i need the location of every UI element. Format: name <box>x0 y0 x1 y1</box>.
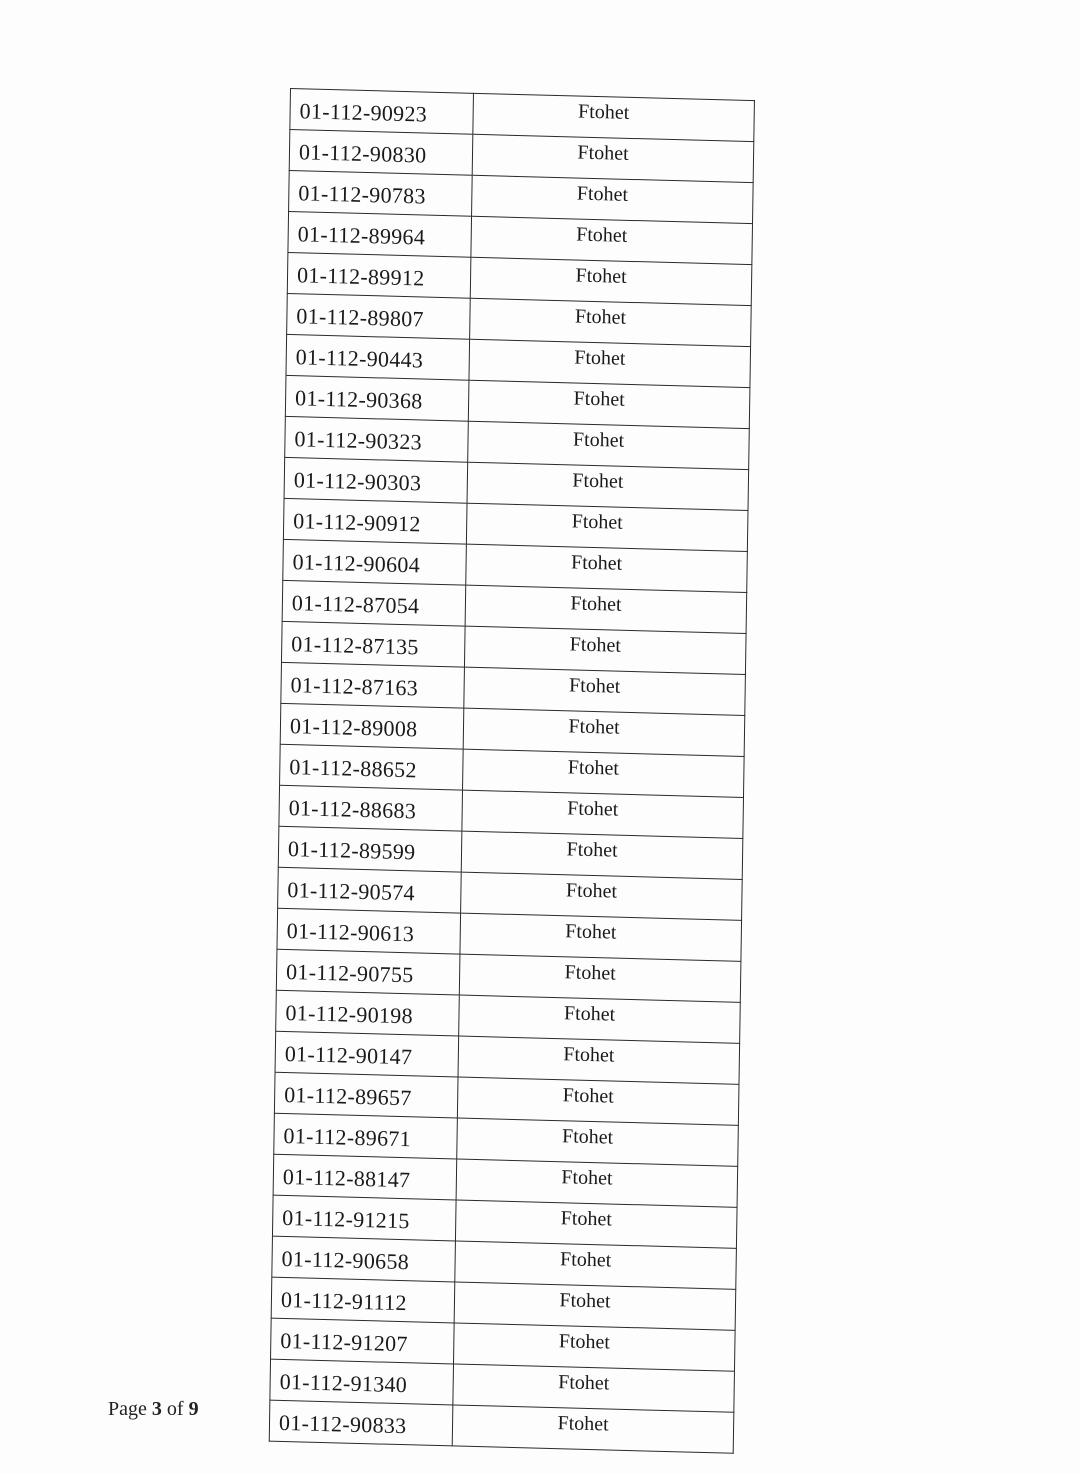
record-id-cell: 01-112-90912 <box>283 498 467 544</box>
record-status-cell: Ftohet <box>461 831 743 879</box>
record-status-cell: Ftohet <box>453 1364 735 1412</box>
record-id-cell: 01-112-88147 <box>273 1154 457 1200</box>
record-status-cell: Ftohet <box>462 790 744 838</box>
record-status-cell: Ftohet <box>464 626 746 674</box>
record-status-cell: Ftohet <box>468 421 750 469</box>
record-status-cell: Ftohet <box>461 872 743 920</box>
records-table <box>269 88 755 1454</box>
record-id-cell: 01-112-90923 <box>290 89 474 135</box>
record-id-cell: 01-112-89807 <box>287 293 471 339</box>
total-pages-number: 9 <box>188 1398 199 1420</box>
record-status-cell: Ftohet <box>455 1241 737 1289</box>
record-status-cell: Ftohet <box>457 1077 739 1125</box>
record-id-cell: 01-112-90368 <box>285 375 469 421</box>
record-status-cell: Ftohet <box>463 708 745 756</box>
current-page-number: 3 <box>151 1398 162 1420</box>
record-status-cell: Ftohet <box>471 216 753 264</box>
record-status-cell: Ftohet <box>457 1118 739 1166</box>
record-status-cell: Ftohet <box>466 544 748 592</box>
record-status-cell: Ftohet <box>458 1036 740 1084</box>
record-id-cell: 01-112-87135 <box>281 621 465 667</box>
record-id-cell: 01-112-87054 <box>282 580 466 626</box>
record-id-cell: 01-112-90443 <box>286 334 470 380</box>
record-status-cell: Ftohet <box>467 462 749 510</box>
of-word: of <box>166 1398 184 1420</box>
record-status-cell: Ftohet <box>465 585 747 633</box>
record-status-cell: Ftohet <box>456 1159 738 1207</box>
record-status-cell: Ftohet <box>460 913 742 961</box>
record-status-cell: Ftohet <box>470 257 752 305</box>
page-footer <box>108 1398 199 1421</box>
record-id-cell: 01-112-90783 <box>289 170 473 216</box>
record-status-cell: Ftohet <box>470 298 752 346</box>
record-id-cell: 01-112-90833 <box>269 1400 453 1446</box>
record-id-cell: 01-112-90303 <box>284 457 468 503</box>
record-id-cell: 01-112-90198 <box>276 990 460 1036</box>
record-status-cell: Ftohet <box>455 1200 737 1248</box>
record-id-cell: 01-112-90323 <box>285 416 469 462</box>
record-status-cell: Ftohet <box>464 667 746 715</box>
record-id-cell: 01-112-89671 <box>274 1113 458 1159</box>
record-id-cell: 01-112-90830 <box>289 130 473 176</box>
records-table-body <box>269 89 754 1454</box>
record-id-cell: 01-112-91207 <box>271 1318 455 1364</box>
record-id-cell: 01-112-89008 <box>280 703 464 749</box>
record-status-cell: Ftohet <box>459 954 741 1002</box>
record-id-cell: 01-112-90658 <box>272 1236 456 1282</box>
record-id-cell: 01-112-89964 <box>288 211 472 257</box>
record-status-cell: Ftohet <box>472 175 754 223</box>
page-word: Page <box>108 1398 147 1420</box>
records-table-wrapper <box>269 88 755 1454</box>
record-id-cell: 01-112-90574 <box>278 867 462 913</box>
record-id-cell: 01-112-90755 <box>276 949 460 995</box>
record-id-cell: 01-112-89599 <box>278 826 462 872</box>
record-status-cell: Ftohet <box>452 1405 734 1453</box>
record-status-cell: Ftohet <box>469 339 751 387</box>
record-status-cell: Ftohet <box>473 93 755 141</box>
record-id-cell: 01-112-89912 <box>287 252 471 298</box>
record-status-cell: Ftohet <box>463 749 745 797</box>
record-id-cell: 01-112-91112 <box>271 1277 455 1323</box>
record-id-cell: 01-112-91215 <box>272 1195 456 1241</box>
record-status-cell: Ftohet <box>472 134 754 182</box>
record-id-cell: 01-112-89657 <box>274 1072 458 1118</box>
record-id-cell: 01-112-90604 <box>283 539 467 585</box>
record-status-cell: Ftohet <box>454 1282 736 1330</box>
record-status-cell: Ftohet <box>466 503 748 551</box>
record-status-cell: Ftohet <box>459 995 741 1043</box>
record-id-cell: 01-112-90147 <box>275 1031 459 1077</box>
record-status-cell: Ftohet <box>454 1323 736 1371</box>
record-status-cell: Ftohet <box>468 380 750 428</box>
record-id-cell: 01-112-87163 <box>281 662 465 708</box>
record-id-cell: 01-112-88652 <box>280 744 464 790</box>
record-id-cell: 01-112-88683 <box>279 785 463 831</box>
record-id-cell: 01-112-91340 <box>270 1359 454 1405</box>
record-id-cell: 01-112-90613 <box>277 908 461 954</box>
